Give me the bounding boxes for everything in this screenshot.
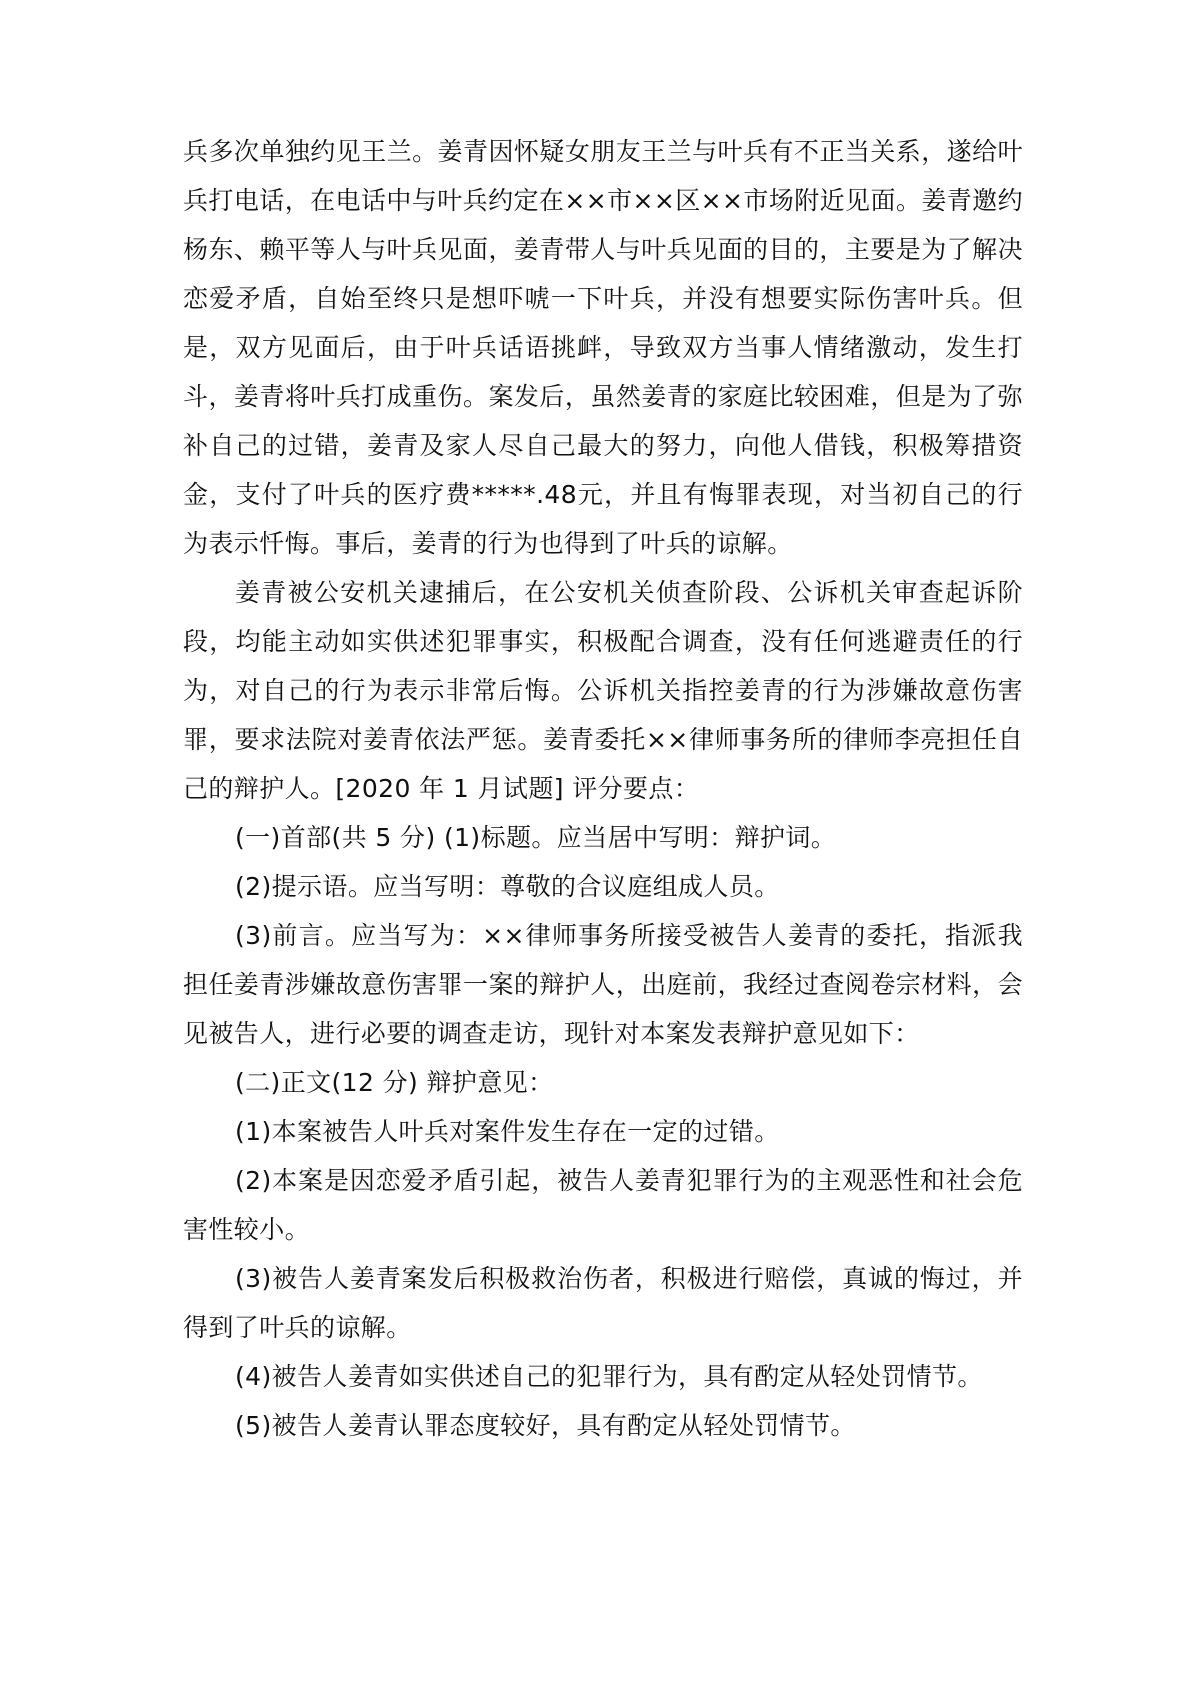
document-page [183,127,1023,1450]
paragraph-opinion-3: (3)被告人姜青案发后积极救治伤者，积极进行赔偿，真诚的悔过，并得到了叶兵的谅解。 [183,1264,1023,1342]
paragraph-header-title: (一)首部(共 5 分) (1)标题。应当居中写明：辩护词。 [235,823,837,852]
paragraph-salutation: (2)提示语。应当写明：尊敬的合议庭组成人员。 [235,872,780,901]
paragraph-arrest: 姜青被公安机关逮捕后，在公安机关侦查阶段、公诉机关审查起诉阶段，均能主动如实供述犯罪事实，积极配合调查，没有任何逃避责任的行为，对自己的行为表示非常后悔。公诉机关指控姜青的行为涉嫌故意伤害罪，要求法院对姜青依法严惩。姜青委托××律师事务所的律师李亮担任自己的辩护人。[2020 年 1 月试题] 评分要点： [183,578,1023,803]
paragraph-opinion-2: (2)本案是因恋爱矛盾引起，被告人姜青犯罪行为的主观恶性和社会危害性较小。 [183,1166,1023,1244]
paragraph-body-heading: (二)正文(12 分) 辩护意见： [235,1068,554,1097]
paragraph-case-facts: 兵多次单独约见王兰。姜青因怀疑女朋友王兰与叶兵有不正当关系，遂给叶兵打电话，在电话中与叶兵约定在××市××区××市场附近见面。姜青邀约杨东、赖平等人与叶兵见面，姜青带人与叶兵见面的目的，主要是为了解决恋爱矛盾，自始至终只是想吓唬一下叶兵，并没有想要实际伤害叶兵。但是，双方见面后，由于叶兵话语挑衅，导致双方当事人情绪激动，发生打斗，姜青将叶兵打成重伤。案发后，虽然姜青的家庭比较困难，但是为了弥补自己的过错，姜青及家人尽自己最大的努力，向他人借钱，积极筹措资金，支付了叶兵的医疗费*****.48元，并且有悔罪表现，对当初自己的行为表示忏悔。事后，姜青的行为也得到了叶兵的谅解。 [183,137,1023,558]
paragraph-opinion-5: (5)被告人姜青认罪态度较好，具有酌定从轻处罚情节。 [235,1411,856,1440]
paragraph-opinion-1: (1)本案被告人叶兵对案件发生存在一定的过错。 [235,1117,780,1146]
paragraph-opinion-4: (4)被告人姜青如实供述自己的犯罪行为，具有酌定从轻处罚情节。 [235,1362,983,1391]
paragraph-preface: (3)前言。应当写为：××律师事务所接受被告人姜青的委托，指派我担任姜青涉嫌故意伤害罪一案的辩护人，出庭前，我经过查阅卷宗材料，会见被告人，进行必要的调查走访，现针对本案发表辩护意见如下： [183,921,1024,1048]
